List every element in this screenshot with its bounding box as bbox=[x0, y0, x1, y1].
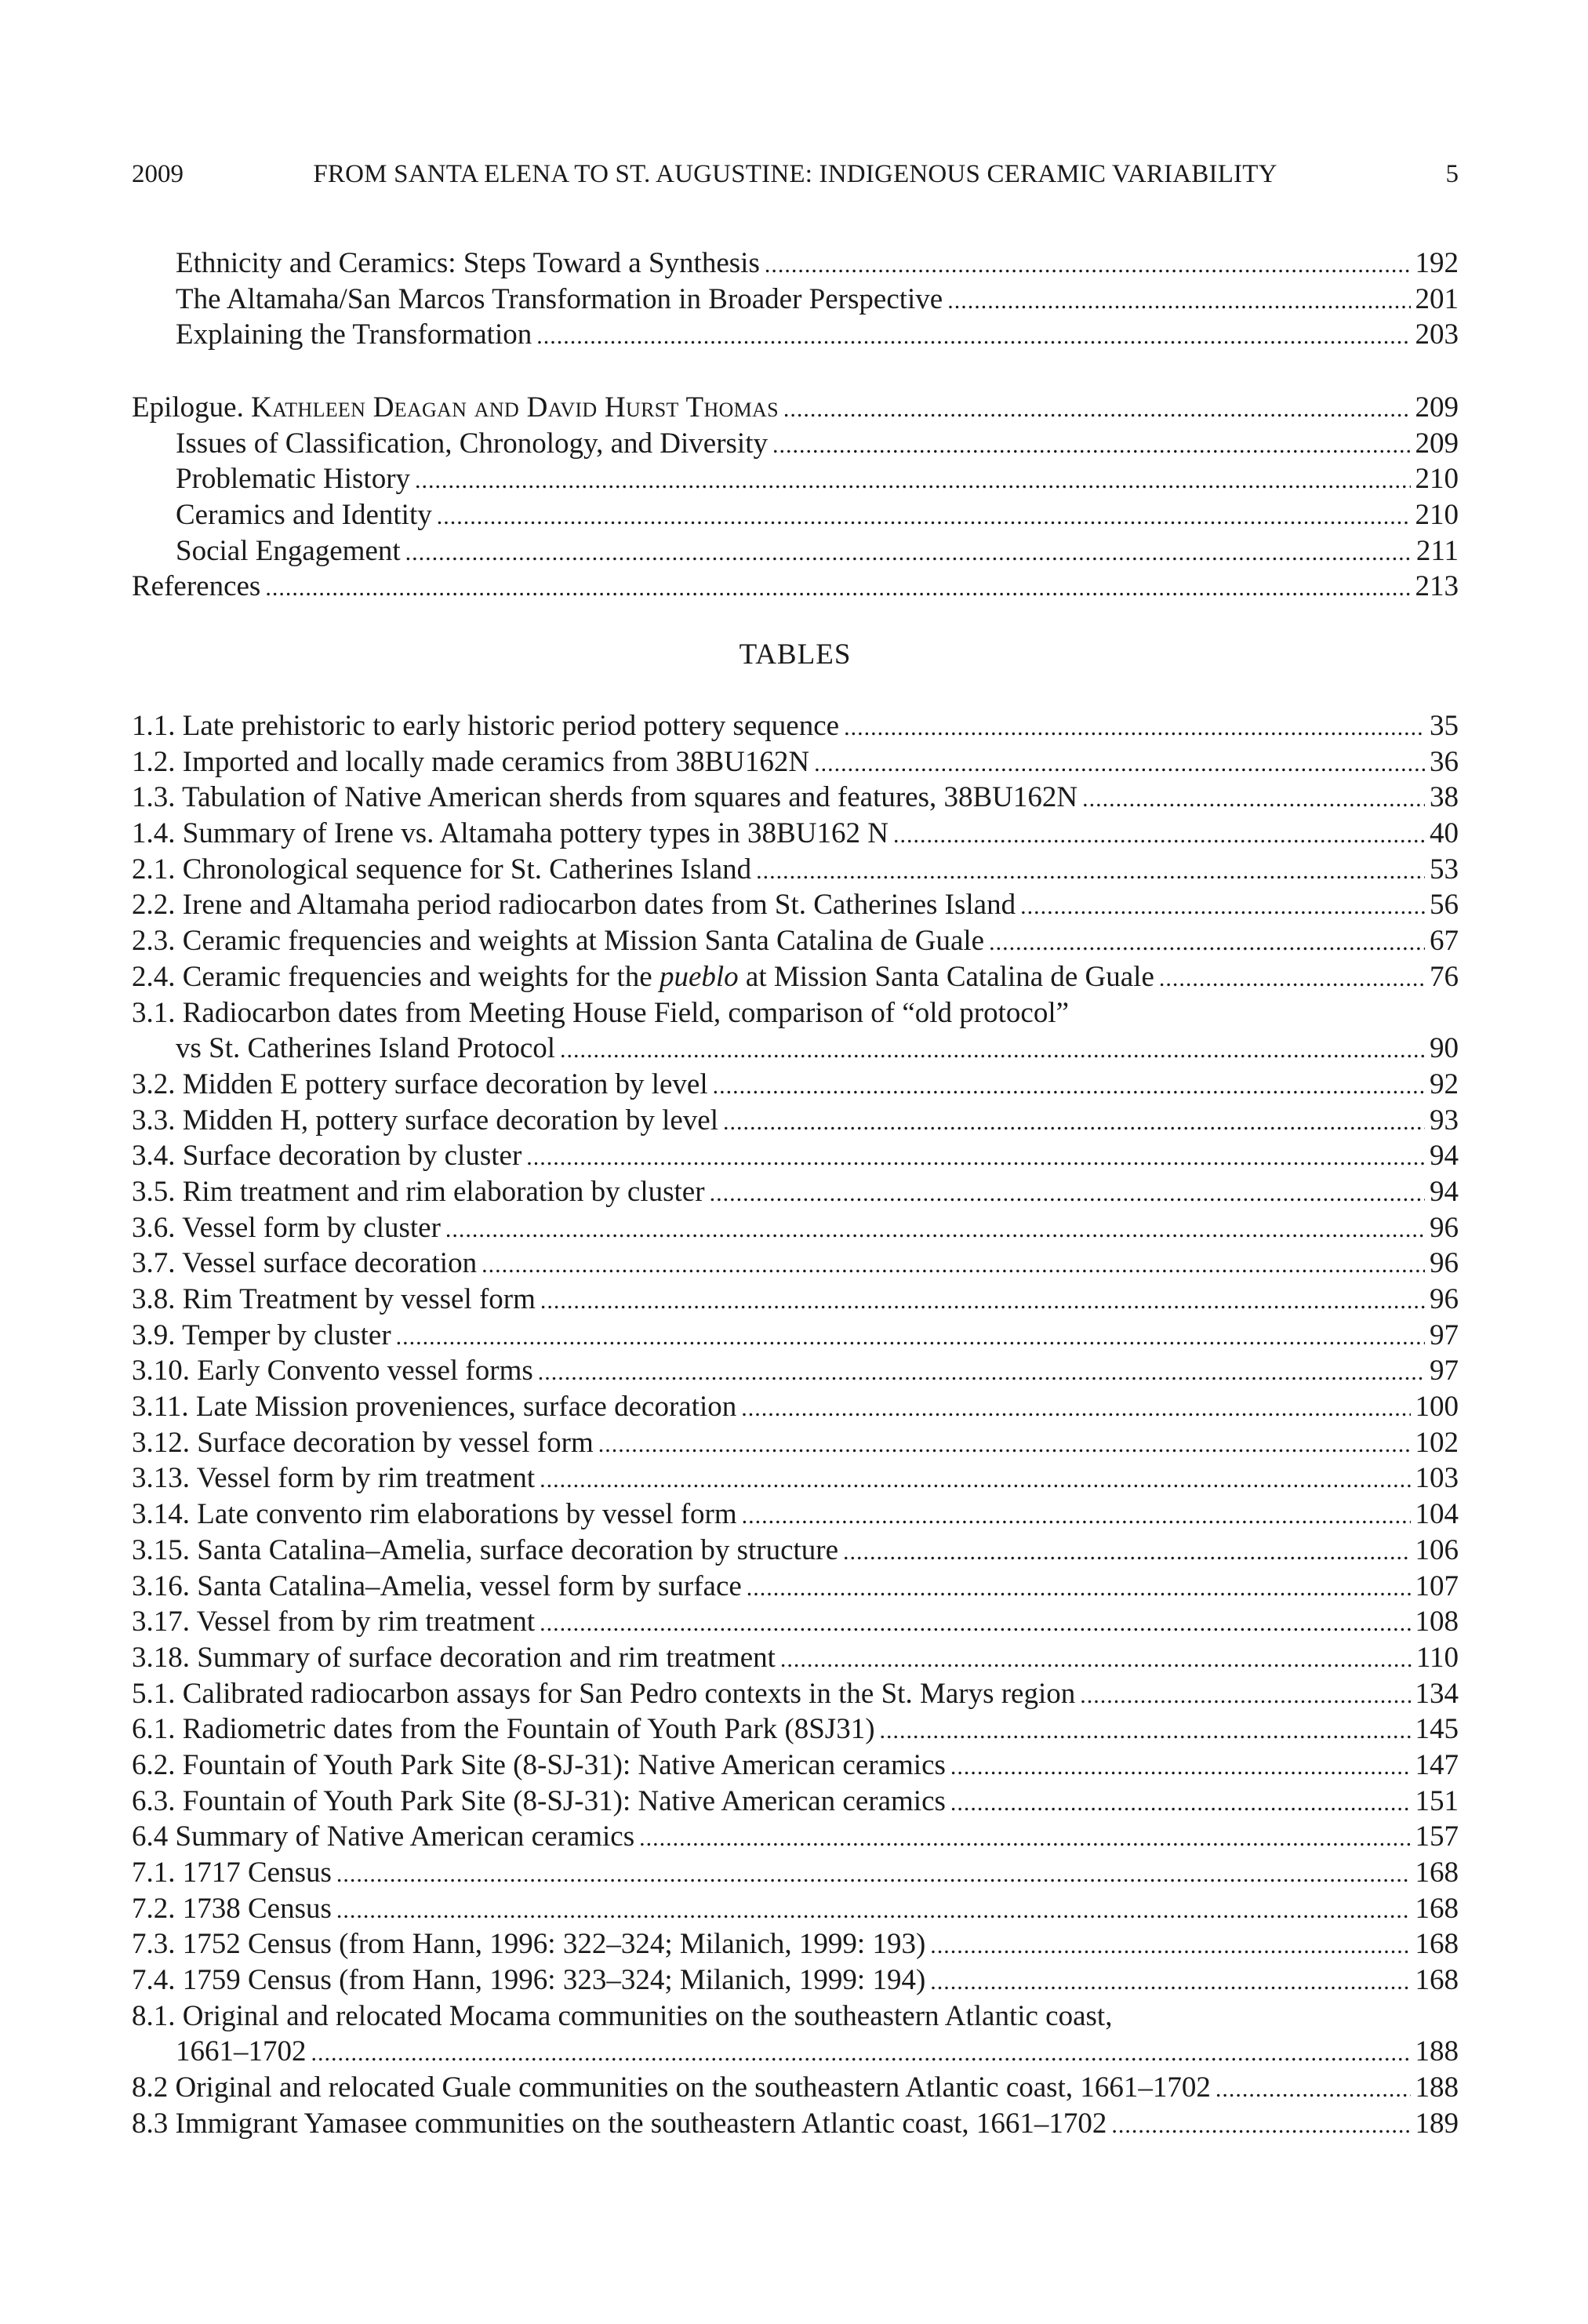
dot-leader bbox=[405, 535, 1412, 571]
toc-entry-page: 192 bbox=[1415, 247, 1459, 279]
dot-leader bbox=[947, 283, 1410, 319]
dot-leader bbox=[742, 1498, 1411, 1534]
toc-entry[interactable] bbox=[132, 1891, 1459, 1927]
toc-entry-page: 90 bbox=[1430, 1032, 1459, 1065]
toc-entry-title: References bbox=[132, 570, 261, 603]
toc-entry-page: 168 bbox=[1415, 1892, 1459, 1925]
dot-leader bbox=[1020, 889, 1425, 925]
toc-entry-page: 102 bbox=[1415, 1426, 1459, 1459]
toc-entry[interactable] bbox=[132, 1855, 1459, 1891]
dot-leader bbox=[1159, 961, 1425, 997]
toc-entry-page: 210 bbox=[1415, 499, 1459, 532]
chapter-subentries-list bbox=[132, 245, 1459, 353]
toc-entry[interactable] bbox=[132, 1748, 1459, 1784]
toc-entry-title: Explaining the Transformation bbox=[176, 318, 532, 351]
dot-leader bbox=[772, 427, 1411, 464]
toc-entry[interactable] bbox=[132, 1784, 1459, 1820]
toc-entry[interactable] bbox=[132, 1460, 1459, 1497]
toc-entry[interactable] bbox=[132, 1318, 1459, 1354]
toc-entry-page: 209 bbox=[1415, 391, 1459, 424]
toc-entry-title: Issues of Classification, Chronology, and Diversity bbox=[176, 427, 768, 460]
toc-entry-page: 106 bbox=[1415, 1533, 1459, 1566]
toc-entry-page: 94 bbox=[1430, 1175, 1459, 1208]
toc-entry-title: 6.1. Radiometric dates from the Fountain of Youth Park (8SJ31) bbox=[132, 1713, 875, 1746]
dot-leader bbox=[481, 1247, 1425, 1283]
toc-entry-page: 211 bbox=[1415, 534, 1459, 567]
toc-entry-title: 3.11. Late Mission proveniences, surface decoration bbox=[132, 1391, 737, 1424]
toc-entry-page: 168 bbox=[1415, 1857, 1459, 1889]
toc-entry[interactable] bbox=[132, 1998, 1459, 2035]
toc-entry-title: 1.2. Imported and locally made ceramics from 38BU162N bbox=[132, 745, 810, 778]
toc-entry-page: 36 bbox=[1430, 745, 1459, 778]
dot-leader bbox=[437, 499, 1411, 535]
toc-entry[interactable] bbox=[132, 497, 1459, 533]
toc-entry[interactable] bbox=[132, 1138, 1459, 1174]
dot-leader bbox=[756, 853, 1425, 889]
dot-leader bbox=[526, 1140, 1425, 1176]
toc-entry-title: 3.1. Radiocarbon dates from Meeting House Field, comparison of “old protocol” bbox=[132, 996, 1070, 1029]
toc-entry[interactable] bbox=[132, 887, 1459, 923]
toc-entry-title: 3.3. Midden H, pottery surface decoration by level bbox=[132, 1104, 718, 1137]
toc-entry-page: 97 bbox=[1430, 1318, 1459, 1351]
toc-entry-page: 76 bbox=[1430, 960, 1459, 993]
toc-entry[interactable] bbox=[132, 1174, 1459, 1210]
dot-leader bbox=[950, 1749, 1411, 1785]
toc-entry[interactable] bbox=[132, 533, 1459, 569]
toc-entry[interactable] bbox=[132, 1533, 1459, 1569]
dot-leader bbox=[311, 2035, 1411, 2071]
toc-entry-title: 6.3. Fountain of Youth Park Site (8-SJ-31): Native American ceramics bbox=[132, 1784, 946, 1817]
toc-entry[interactable] bbox=[132, 959, 1459, 995]
toc-entry-page: 107 bbox=[1415, 1569, 1459, 1602]
toc-entry-page: 103 bbox=[1415, 1462, 1459, 1495]
running-head-year: 2009 bbox=[132, 160, 184, 188]
toc-entry-page: 134 bbox=[1415, 1677, 1459, 1710]
toc-entry-title: 7.2. 1738 Census bbox=[132, 1892, 332, 1925]
toc-entry-title: 7.4. 1759 Census (from Hann, 1996: 323–324; Milanich, 1999: 194) bbox=[132, 1964, 926, 1997]
toc-entry-title bbox=[132, 959, 1154, 995]
toc-entry[interactable] bbox=[132, 1103, 1459, 1139]
toc-entry-title: 7.1. 1717 Census bbox=[132, 1857, 332, 1889]
toc-entry-title: 8.1. Original and relocated Mocama communities on the southeastern Atlantic coast, bbox=[132, 1999, 1113, 2032]
toc-entry-title: 2.1. Chronological sequence for St. Catherines Island bbox=[132, 853, 752, 886]
toc-entry[interactable] bbox=[132, 780, 1459, 816]
toc-entry-title-continuation: 1661–1702 bbox=[176, 2035, 307, 2068]
toc-entry[interactable] bbox=[132, 1210, 1459, 1246]
toc-entry[interactable] bbox=[132, 1640, 1459, 1676]
tables-heading: TABLES bbox=[739, 638, 852, 671]
running-head bbox=[132, 157, 1459, 191]
tables-list bbox=[132, 708, 1459, 2142]
toc-entry-page: 203 bbox=[1415, 318, 1459, 351]
toc-entry-page: 94 bbox=[1430, 1140, 1459, 1173]
dot-leader bbox=[780, 1642, 1412, 1678]
toc-entry-title: 6.2. Fountain of Youth Park Site (8-SJ-31): Native American ceramics bbox=[132, 1748, 946, 1781]
toc-entry-page: 201 bbox=[1415, 282, 1459, 315]
epilogue-list bbox=[132, 390, 1459, 605]
dot-leader bbox=[844, 710, 1425, 746]
toc-entry-title-part: 2.4. Ceramic frequencies and weights for the bbox=[132, 960, 660, 993]
toc-entry-page: 157 bbox=[1415, 1820, 1459, 1853]
toc-entry-title: 8.2 Original and relocated Guale communities on the southeastern Atlantic coast, 1661–1702 bbox=[132, 2071, 1211, 2104]
toc-entry[interactable] bbox=[132, 426, 1459, 462]
toc-entry[interactable] bbox=[132, 1497, 1459, 1533]
dot-leader bbox=[265, 570, 1410, 606]
dot-leader bbox=[540, 1606, 1410, 1642]
toc-entry[interactable] bbox=[132, 708, 1459, 744]
toc-entry[interactable] bbox=[132, 1711, 1459, 1748]
toc-entry[interactable] bbox=[132, 1282, 1459, 1318]
toc-entry-title: 3.6. Vessel form by cluster bbox=[132, 1211, 441, 1244]
dot-leader bbox=[989, 925, 1425, 961]
dot-leader bbox=[893, 817, 1425, 853]
dot-leader bbox=[713, 1068, 1425, 1104]
toc-entry-page: 213 bbox=[1415, 570, 1459, 603]
toc-entry-title: 1.1. Late prehistoric to early historic period pottery sequence bbox=[132, 710, 840, 742]
toc-entry-title: 3.15. Santa Catalina–Amelia, surface decoration by structure bbox=[132, 1533, 839, 1566]
toc-entry[interactable] bbox=[132, 2106, 1459, 2142]
toc-entry-page: 67 bbox=[1430, 925, 1459, 958]
toc-entry-title: Problematic History bbox=[176, 463, 411, 496]
toc-entry-references[interactable] bbox=[132, 569, 1459, 605]
toc-entry[interactable] bbox=[132, 1353, 1459, 1389]
dot-leader bbox=[880, 1713, 1411, 1749]
toc-entry-page: 110 bbox=[1415, 1641, 1459, 1674]
dot-leader bbox=[1082, 781, 1425, 817]
toc-entry-title: 3.17. Vessel from by rim treatment bbox=[132, 1606, 536, 1638]
toc-entry-page: 189 bbox=[1415, 2107, 1459, 2140]
toc-entry-title: 3.5. Rim treatment and rim elaboration by cluster bbox=[132, 1175, 705, 1208]
toc-entry[interactable] bbox=[132, 2070, 1459, 2106]
toc-entry[interactable] bbox=[132, 1389, 1459, 1425]
dot-leader bbox=[540, 1462, 1410, 1498]
toc-entry-page: 92 bbox=[1430, 1067, 1459, 1100]
toc-entry-page: 35 bbox=[1430, 710, 1459, 742]
dot-leader bbox=[536, 318, 1410, 355]
toc-entry[interactable] bbox=[132, 1819, 1459, 1855]
toc-entry-title: 6.4 Summary of Native American ceramics bbox=[132, 1820, 635, 1853]
toc-entry[interactable] bbox=[132, 852, 1459, 888]
toc-entry-title: 5.1. Calibrated radiocarbon assays for San Pedro contexts in the St. Marys region bbox=[132, 1677, 1076, 1710]
toc-entry-title: Ethnicity and Ceramics: Steps Toward a Synthesis bbox=[176, 247, 760, 279]
dot-leader bbox=[843, 1534, 1410, 1570]
dot-leader bbox=[783, 391, 1411, 427]
toc-entry-page: 56 bbox=[1430, 889, 1459, 922]
dot-leader bbox=[765, 247, 1411, 283]
toc-entry-title: The Altamaha/San Marcos Transformation in Broader Perspective bbox=[176, 282, 943, 315]
toc-entry[interactable] bbox=[132, 1962, 1459, 1998]
dot-leader bbox=[336, 1857, 1411, 1893]
toc-entry-title: 3.8. Rim Treatment by vessel form bbox=[132, 1283, 536, 1315]
toc-entry-page: 147 bbox=[1415, 1748, 1459, 1781]
toc-entry-page: 188 bbox=[1415, 2035, 1459, 2068]
toc-entry-page: 97 bbox=[1430, 1355, 1459, 1387]
toc-entry-continuation[interactable] bbox=[132, 2034, 1459, 2070]
toc-entry-title: 2.3. Ceramic frequencies and weights at Mission Santa Catalina de Guale bbox=[132, 925, 985, 958]
dot-leader bbox=[538, 1355, 1425, 1391]
dot-leader bbox=[598, 1427, 1411, 1463]
toc-entry-page: 145 bbox=[1415, 1713, 1459, 1746]
toc-entry-title: 3.13. Vessel form by rim treatment bbox=[132, 1462, 536, 1495]
dot-leader bbox=[814, 746, 1425, 782]
toc-entry-page: 151 bbox=[1415, 1784, 1459, 1817]
dot-leader bbox=[639, 1820, 1410, 1857]
toc-entry-title: 3.14. Late convento rim elaborations by vessel form bbox=[132, 1498, 737, 1531]
toc-entry-page: 168 bbox=[1415, 1928, 1459, 1961]
epilogue-label: Epilogue. bbox=[132, 391, 244, 424]
toc-entry-continuation[interactable] bbox=[132, 1031, 1459, 1067]
dot-leader bbox=[1080, 1678, 1410, 1714]
toc-entry[interactable] bbox=[132, 1569, 1459, 1605]
toc-entry-page: 38 bbox=[1430, 781, 1459, 814]
toc-entry-page: 104 bbox=[1415, 1498, 1459, 1531]
toc-entry-page: 96 bbox=[1430, 1211, 1459, 1244]
dot-leader bbox=[540, 1283, 1425, 1319]
toc-entry-title: 3.12. Surface decoration by vessel form bbox=[132, 1426, 594, 1459]
toc-entry-page: 168 bbox=[1415, 1964, 1459, 1997]
toc-entry-title: 3.16. Santa Catalina–Amelia, vessel form by surface bbox=[132, 1569, 742, 1602]
dot-leader bbox=[747, 1570, 1411, 1606]
toc-entry-title: 7.3. 1752 Census (from Hann, 1996: 322–324; Milanich, 1999: 193) bbox=[132, 1928, 926, 1961]
toc-entry-title-part: at Mission Santa Catalina de Guale bbox=[738, 960, 1154, 993]
dot-leader bbox=[560, 1032, 1425, 1068]
toc-entry[interactable] bbox=[132, 317, 1459, 353]
toc-entry-epilogue[interactable] bbox=[132, 390, 1459, 426]
toc-entry-title: 3.10. Early Convento vessel forms bbox=[132, 1355, 533, 1387]
toc-entry-title: Social Engagement bbox=[176, 534, 401, 567]
dot-leader bbox=[336, 1893, 1411, 1929]
toc-entry[interactable] bbox=[132, 1425, 1459, 1461]
toc-entry-title: 2.2. Irene and Altamaha period radiocarbon dates from St. Catherines Island bbox=[132, 889, 1016, 922]
dot-leader bbox=[415, 463, 1410, 499]
toc-entry-title: 3.9. Temper by cluster bbox=[132, 1318, 391, 1351]
toc-entry-title: 3.7. Vessel surface decoration bbox=[132, 1247, 478, 1280]
toc-entry-page: 93 bbox=[1430, 1104, 1459, 1137]
dot-leader bbox=[950, 1785, 1411, 1821]
dot-leader bbox=[1216, 2071, 1411, 2108]
dot-leader bbox=[445, 1212, 1425, 1248]
toc-entry[interactable] bbox=[132, 282, 1459, 318]
toc-entry[interactable] bbox=[132, 1246, 1459, 1282]
toc-entry[interactable] bbox=[132, 1604, 1459, 1640]
dot-leader bbox=[1111, 2108, 1410, 2144]
toc-entry-title: Ceramics and Identity bbox=[176, 499, 432, 532]
toc-entry[interactable] bbox=[132, 245, 1459, 282]
running-head-title: FROM SANTA ELENA TO ST. AUGUSTINE: INDIGENOUS CERAMIC VARIABILITY bbox=[313, 160, 1277, 188]
toc-entry-page: 40 bbox=[1430, 817, 1459, 850]
dot-leader bbox=[930, 1964, 1410, 2000]
toc-entry-title: 8.3 Immigrant Yamasee communities on the southeastern Atlantic coast, 1661–1702 bbox=[132, 2107, 1107, 2140]
toc-entry-page: 53 bbox=[1430, 853, 1459, 886]
toc-entry-title: 1.3. Tabulation of Native American sherds from squares and features, 38BU162N bbox=[132, 781, 1078, 814]
toc-entry-page: 210 bbox=[1415, 463, 1459, 496]
toc-entry[interactable] bbox=[132, 1676, 1459, 1712]
toc-entry-page: 96 bbox=[1430, 1283, 1459, 1315]
toc-entry[interactable] bbox=[132, 461, 1459, 497]
dot-leader bbox=[710, 1176, 1425, 1212]
epilogue-authors: Kathleen Deagan and David Hurst Thomas bbox=[251, 391, 779, 424]
toc-entry-title-continuation: vs St. Catherines Island Protocol bbox=[176, 1032, 556, 1065]
dot-leader bbox=[741, 1391, 1410, 1427]
toc-entry-page: 100 bbox=[1415, 1391, 1459, 1424]
toc-entry-page: 188 bbox=[1415, 2071, 1459, 2104]
toc-entry-title: 3.2. Midden E pottery surface decoration by level bbox=[132, 1067, 708, 1100]
toc-entry[interactable] bbox=[132, 923, 1459, 959]
toc-entry-title: 1.4. Summary of Irene vs. Altamaha pottery types in 38BU162 N bbox=[132, 817, 888, 850]
page-number: 5 bbox=[1445, 160, 1459, 188]
toc-entry-title: 3.18. Summary of surface decoration and rim treatment bbox=[132, 1641, 776, 1674]
toc-entry[interactable] bbox=[132, 744, 1459, 780]
dot-leader bbox=[930, 1928, 1410, 1964]
toc-entry[interactable] bbox=[132, 816, 1459, 852]
toc-entry-page: 108 bbox=[1415, 1606, 1459, 1638]
toc-entry[interactable] bbox=[132, 1926, 1459, 1962]
dot-leader bbox=[723, 1104, 1425, 1140]
toc-entry[interactable] bbox=[132, 1067, 1459, 1103]
toc-entry[interactable] bbox=[132, 995, 1459, 1031]
toc-entry-title: 3.4. Surface decoration by cluster bbox=[132, 1140, 522, 1173]
dot-leader bbox=[396, 1319, 1425, 1355]
toc-entry-page: 209 bbox=[1415, 427, 1459, 460]
toc-entry-title-italic: pueblo bbox=[659, 960, 739, 993]
toc-entry-page: 96 bbox=[1430, 1247, 1459, 1280]
